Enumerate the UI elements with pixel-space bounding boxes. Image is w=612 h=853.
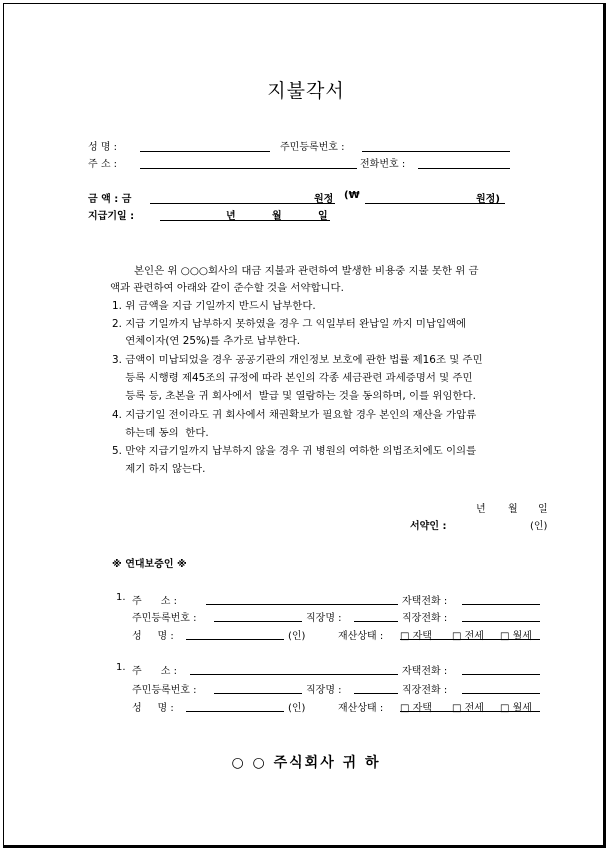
pledger-label: 서약인 : [410,521,447,532]
clause-line: 2. 지급 기일까지 납부하지 못하였을 경우 그 익일부터 완납일 까지 미납입액에 [112,318,467,330]
clause-line: 하는데 동의 한다. [112,427,209,439]
page-frame [3,3,606,848]
clause-line: 4. 지급기일 전이라도 귀 회사에서 채권확보가 필요할 경우 본인의 재산을 가압류 [112,409,477,421]
guarantor-seal: (인) [288,631,306,642]
due-field[interactable] [160,220,330,221]
name-field[interactable] [140,151,270,152]
address-field[interactable] [140,168,357,169]
name-label: 성 명 : [88,142,118,153]
guarantor-address-label: 주 소 : [132,666,177,677]
guarantor-workplace-field[interactable] [354,693,398,694]
addressee-footer: ○ ○ 주식회사 귀 하 [231,755,381,771]
due-month: 월 [272,211,282,222]
guarantor-workplace-label: 직장명 : [306,685,342,696]
guarantor-home-phone-field[interactable] [462,674,540,675]
asset-option-monthly-checkbox[interactable]: □ 월세 [500,631,532,642]
asset-option-monthly-checkbox[interactable]: □ 월세 [500,703,532,714]
asset-option-jeonse-checkbox[interactable]: □ 전세 [452,703,484,714]
clause-line: 3. 금액이 미납되었을 경우 공공기관의 개인정보 보호에 관한 법률 제16조 및 주민 [112,354,483,366]
guarantor-asset-label: 재산상태 : [338,631,384,642]
asset-option-home-checkbox[interactable]: □ 자택 [400,631,432,642]
guarantor-name-field[interactable] [186,711,284,712]
intro-line-1: 본인은 위 ○○○회사의 대금 지불과 관련하여 발생한 비용중 지불 못한 위 금 [134,265,479,277]
clause-line: 제기 하지 않는다. [112,463,206,475]
document-title: 지불각서 [267,80,345,102]
due-label: 지급기일 : [88,211,135,222]
guarantor-home-phone-label: 자택전화 : [402,666,448,677]
guarantor-work-phone-label: 직장전화 : [402,685,448,696]
sign-year: 년 [476,504,486,515]
guarantor-work-phone-field[interactable] [462,621,540,622]
asset-option-jeonse-checkbox[interactable]: □ 전세 [452,631,484,642]
sign-day: 일 [538,504,548,515]
clause-line: 1. 위 금액을 지급 기일까지 반드시 납부한다. [112,300,316,312]
sign-month: 월 [508,504,518,515]
rrn-label: 주민등록번호 : [280,142,345,153]
guarantor-rrn-field[interactable] [214,621,302,622]
phone-label: 전화번호 : [360,159,406,170]
pledger-seal: (인) [530,521,548,532]
amount-field[interactable] [150,203,335,204]
phone-field[interactable] [418,168,510,169]
guarantor-work-phone-field[interactable] [462,693,540,694]
guarantor-home-phone-field[interactable] [462,604,540,605]
rrn-field[interactable] [362,151,510,152]
guarantor-address-field[interactable] [190,674,398,675]
guarantor-name-field[interactable] [186,639,284,640]
guarantor-asset-label: 재산상태 : [338,703,384,714]
amount-paren-open: (₩ [344,190,360,201]
guarantor-address-label: 주 소 : [132,596,177,607]
due-day: 일 [318,211,328,222]
amount-won-close: 원정) [476,194,500,205]
guarantor-work-phone-label: 직장전화 : [402,613,448,624]
clause-line: 5. 만약 지급기일까지 납부하지 않을 경우 귀 병원의 여하한 의법조치에도 이의를 [112,445,477,457]
guarantor-rrn-label: 주민등록번호 : [132,613,197,624]
guarantor-home-phone-label: 자택전화 : [402,596,448,607]
clause-line: 등록 등, 초본을 귀 회사에서 발급 및 열람하는 것을 동의하며, 이를 위임한다. [112,390,476,402]
guarantor-workplace-field[interactable] [354,621,398,622]
intro-line-2: 액과 관련하여 아래와 같이 준수할 것을 서약합니다. [110,282,344,294]
guarantor-rrn-label: 주민등록번호 : [132,685,197,696]
address-label: 주 소 : [88,159,118,170]
guarantor-number: 1. [116,592,126,603]
due-year: 년 [226,211,236,222]
guarantor-name-label: 성 명 : [132,631,174,642]
guarantor-title: ※ 연대보증인 ※ [112,559,187,570]
guarantor-workplace-label: 직장명 : [306,613,342,624]
guarantor-address-field[interactable] [206,604,398,605]
guarantor-rrn-field[interactable] [214,693,302,694]
asset-option-home-checkbox[interactable]: □ 자택 [400,703,432,714]
amount-won-text: 원정 [314,194,334,205]
guarantor-name-label: 성 명 : [132,703,174,714]
guarantor-seal: (인) [288,703,306,714]
amount-label: 금 액 : 금 [88,194,132,205]
guarantor-number: 1. [116,662,126,673]
clause-line: 등록 시행령 제45조의 규정에 따라 본인의 각종 세금관련 과세증명서 및 주민 [112,372,473,384]
clause-line: 연체이자(연 25%)를 추가로 납부한다. [112,335,301,347]
